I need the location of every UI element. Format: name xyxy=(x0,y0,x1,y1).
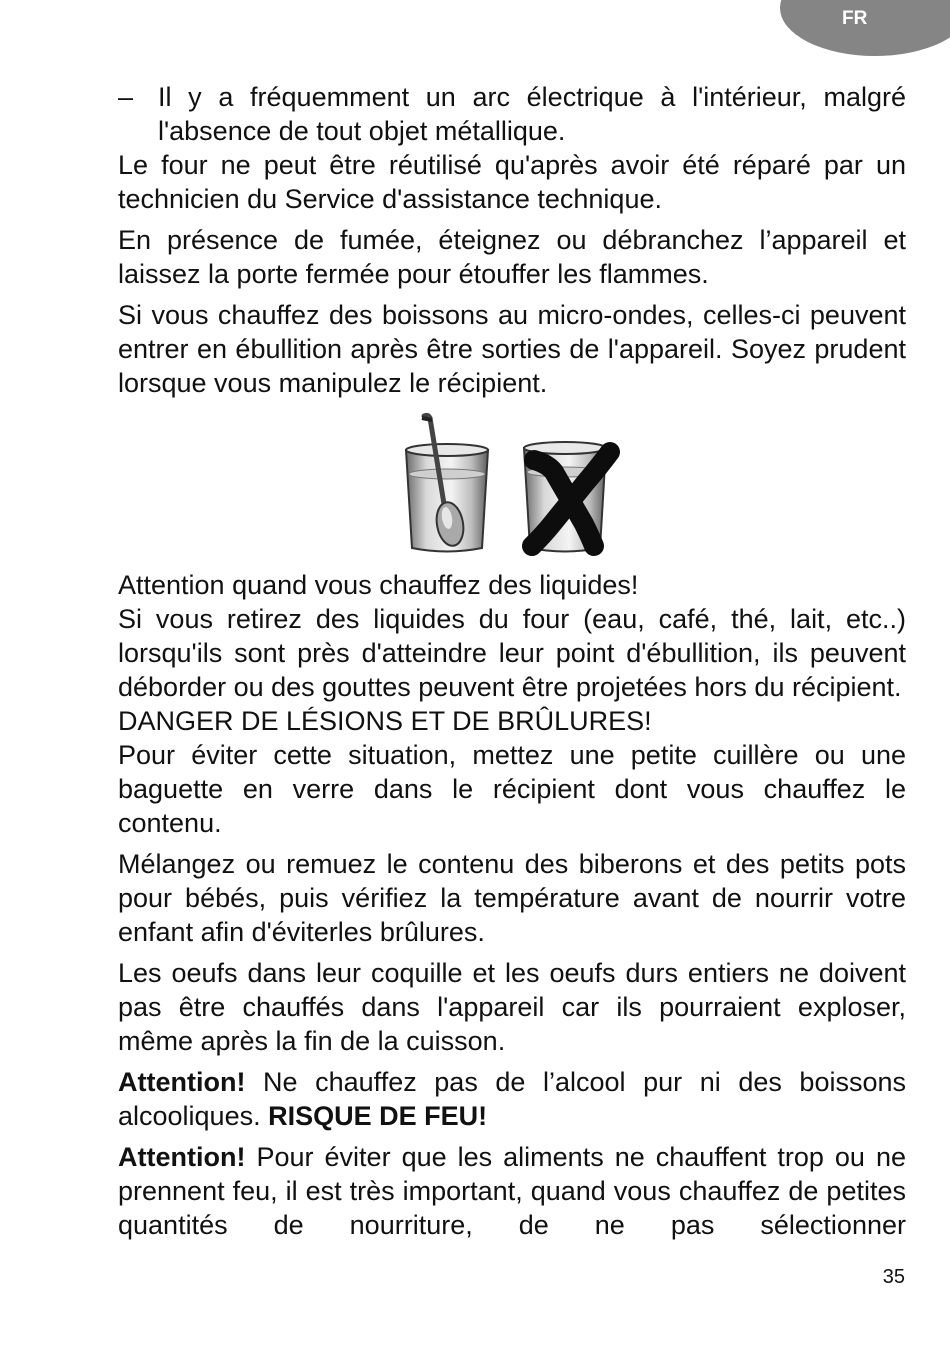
paragraph-alcohol xyxy=(118,1065,906,1133)
glass-illustration xyxy=(118,412,906,558)
glass-with-spoon-icon xyxy=(406,415,488,551)
page-number: 35 xyxy=(882,1266,905,1288)
page-content xyxy=(118,80,906,1249)
bullet-dash: – xyxy=(118,82,134,112)
paragraph-smoke: En présence de fumée, éteignez ou débranchez l’appareil et laissez la porte fermée pour étouffer les flammes. xyxy=(118,225,906,289)
small-quantities-text: Pour éviter que les aliments ne chauffent trop ou ne prennent feu, il est très important, quand vous chauffez de petites quantités de nourriture, de ne pas sélectionner xyxy=(118,1142,906,1240)
glass-crossed-out-icon xyxy=(524,442,610,552)
fire-risk-label: RISQUE DE FEU! xyxy=(268,1101,488,1131)
language-tab xyxy=(780,0,950,56)
paragraph-baby-bottles: Mélangez ou remuez le contenu des biberons et des petits pots pour bébés, puis vérifiez la température avant de nourrir votre enfant afin d'éviterles brûlures. xyxy=(118,849,906,947)
attention-label: Attention! xyxy=(118,1067,246,1097)
paragraph-eggs: Les oeufs dans leur coquille et les oeufs durs entiers ne doivent pas être chauffés dans l'appareil car ils pourraient exploser, même après la fin de la cuisson. xyxy=(118,958,906,1056)
paragraph-danger: DANGER DE LÉSIONS ET DE BRÛLURES! xyxy=(118,706,652,736)
paragraph-small-quantities xyxy=(118,1140,906,1242)
attention-label: Attention! xyxy=(118,1142,246,1172)
spoon-in-glass-illustration xyxy=(398,412,628,558)
bullet-text: Il y a fréquemment un arc électrique à l'intérieur, malgré l'absence de tout objet métallique. xyxy=(158,82,906,146)
alcohol-text: Ne chauffez pas de l’alcool pur ni des boissons alcooliques. xyxy=(118,1067,906,1131)
paragraph-repair: Le four ne peut être réutilisé qu'après avoir été réparé par un technicien du Service d'assistance technique. xyxy=(118,150,906,214)
paragraph-liquids-title: Attention quand vous chauffez des liquides! xyxy=(118,570,639,600)
paragraph-spoon-advice: Pour éviter cette situation, mettez une petite cuillère ou une baguette en verre dans le récipient dont vous chauffez le contenu. xyxy=(118,740,906,838)
paragraph-beverages: Si vous chauffez des boissons au micro-ondes, celles-ci peuvent entrer en ébullition après être sorties de l'appareil. Soyez prudent lorsque vous manipulez le récipient. xyxy=(118,300,906,398)
paragraph-liquids-body: Si vous retirez des liquides du four (eau, café, thé, lait, etc..) lorsqu'ils sont près d'atteindre leur point d'ébullition, ils peuvent déborder ou des gouttes peuvent être projetées hors du récipient. xyxy=(118,604,906,702)
bullet-item xyxy=(118,80,906,148)
language-label: FR xyxy=(842,8,868,29)
